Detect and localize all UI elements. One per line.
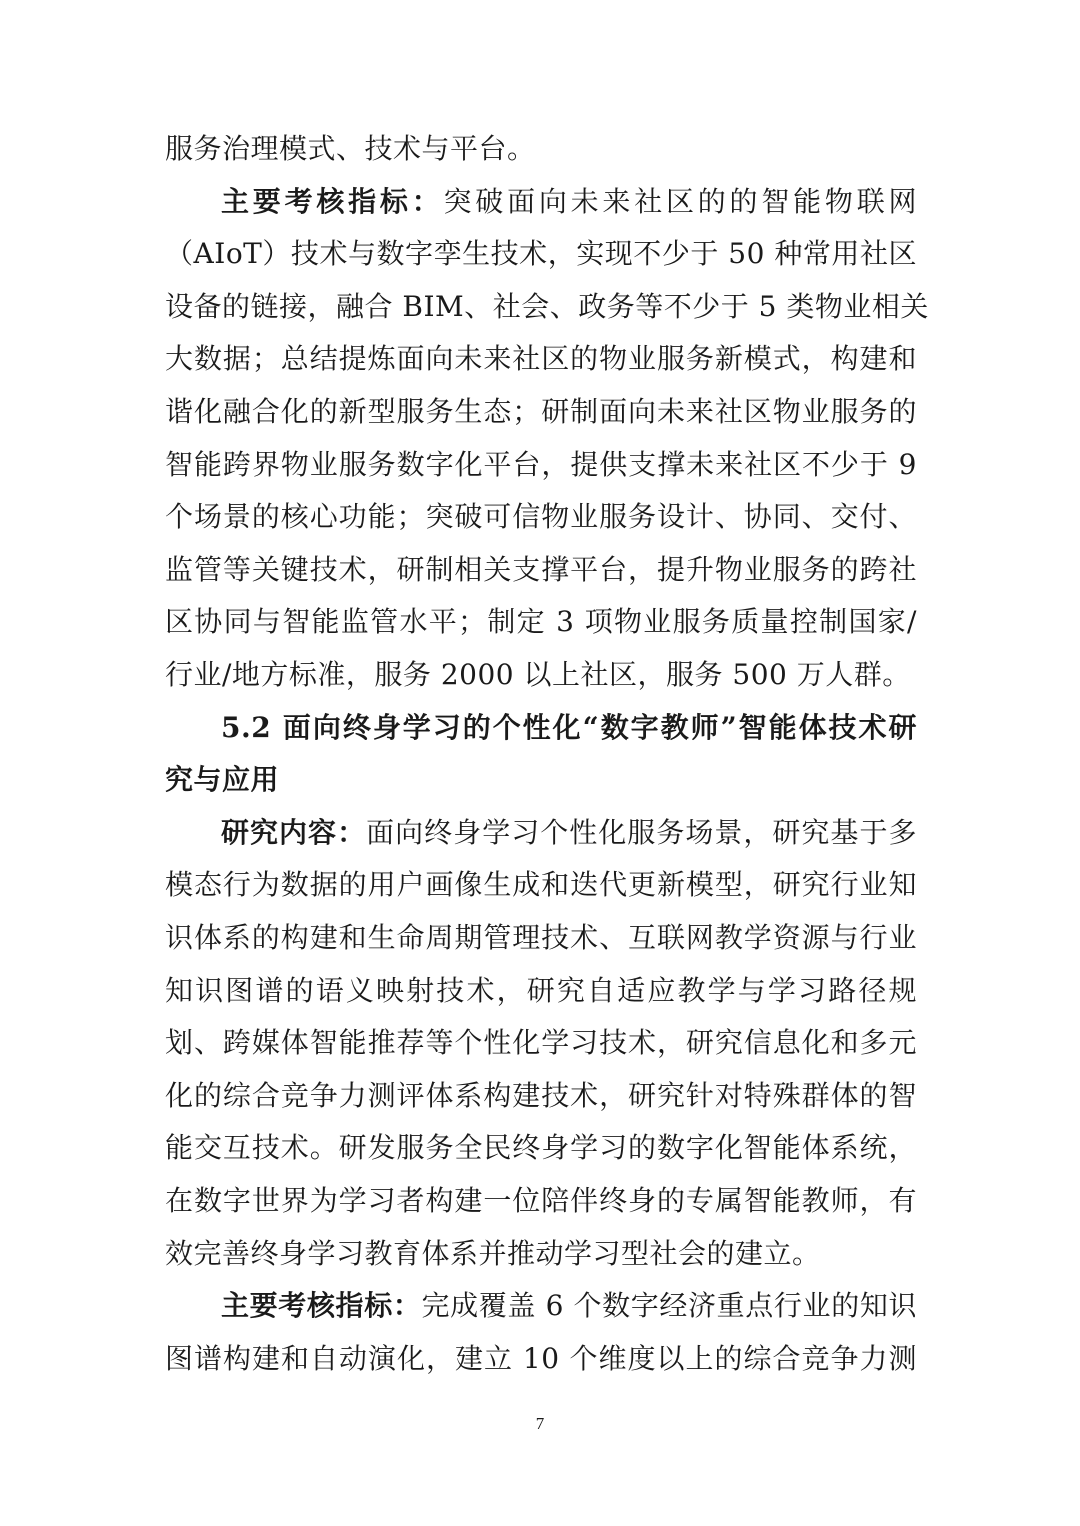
text-line: 化的综合竞争力测评体系构建技术，研究针对特殊群体的智 xyxy=(165,1078,917,1112)
text-line: 区协同与智能监管水平；制定 3 项物业服务质量控制国家/ xyxy=(165,605,917,639)
text-line: 大数据；总结提炼面向未来社区的物业服务新模式，构建和 xyxy=(165,342,917,376)
paragraph-label: 主要考核指标： xyxy=(221,184,444,218)
text-line: 划、跨媒体智能推荐等个性化学习技术，研究信息化和多元 xyxy=(165,1026,917,1060)
text-line: （AIoT）技术与数字孪生技术，实现不少于 50 种常用社区 xyxy=(165,237,917,271)
paragraph-continuation xyxy=(165,123,917,176)
section-heading-line-2: 究与应用 xyxy=(165,763,280,797)
text-line: 监管等关键技术，研制相关支撑平台，提升物业服务的跨社 xyxy=(165,552,917,586)
text-line: 智能跨界物业服务数字化平台，提供支撑未来社区不少于 9 xyxy=(165,447,917,481)
text-line: 个场景的核心功能；突破可信物业服务设计、协同、交付、 xyxy=(165,500,917,534)
text-line: 设备的链接，融合 BIM、社会、政务等不少于 5 类物业相关 xyxy=(165,289,929,323)
paragraph-indicators-2 xyxy=(165,1280,917,1385)
paragraph-first-line xyxy=(165,1280,917,1333)
text-line: 识体系的构建和生命周期管理技术、互联网教学资源与行业 xyxy=(165,920,917,954)
text-segment: 完成覆盖 6 个数字经济重点行业的知识 xyxy=(421,1289,917,1323)
paragraph-first-line xyxy=(165,176,917,229)
section-heading-line-1: 5.2 面向终身学习的个性化“数字教师”智能体技术研 xyxy=(221,710,917,744)
section-heading xyxy=(165,702,917,807)
paragraph-research-content xyxy=(165,807,917,1280)
paragraph-label: 主要考核指标： xyxy=(221,1289,422,1323)
text-line: 模态行为数据的用户画像生成和迭代更新模型，研究行业知 xyxy=(165,868,917,902)
page-number: 7 xyxy=(535,1414,545,1433)
text-line: 服务治理模式、技术与平台。 xyxy=(165,132,536,165)
text-line: 能交互技术。研发服务全民终身学习的数字化智能体系统， xyxy=(165,1131,917,1165)
text-segment: 突破面向未来社区的的智能物联网 xyxy=(443,184,917,218)
text-line: 图谱构建和自动演化，建立 10 个维度以上的综合竞争力测 xyxy=(165,1341,917,1375)
text-segment: 面向终身学习个性化服务场景，研究基于多 xyxy=(366,815,917,849)
text-line: 行业/地方标准，服务 2000 以上社区，服务 500 万人群。 xyxy=(165,657,911,691)
paragraph-label: 研究内容： xyxy=(221,815,367,849)
text-line: 效完善终身学习教育体系并推动学习型社会的建立。 xyxy=(165,1236,821,1270)
text-line: 谐化融合化的新型服务生态；研制面向未来社区物业服务的 xyxy=(165,394,917,428)
paragraph-first-line xyxy=(165,807,917,860)
text-line: 知识图谱的语义映射技术，研究自适应教学与学习路径规 xyxy=(165,973,917,1007)
paragraph-indicators-1 xyxy=(165,176,929,702)
text-line: 在数字世界为学习者构建一位陪伴终身的专属智能教师，有 xyxy=(165,1183,917,1217)
